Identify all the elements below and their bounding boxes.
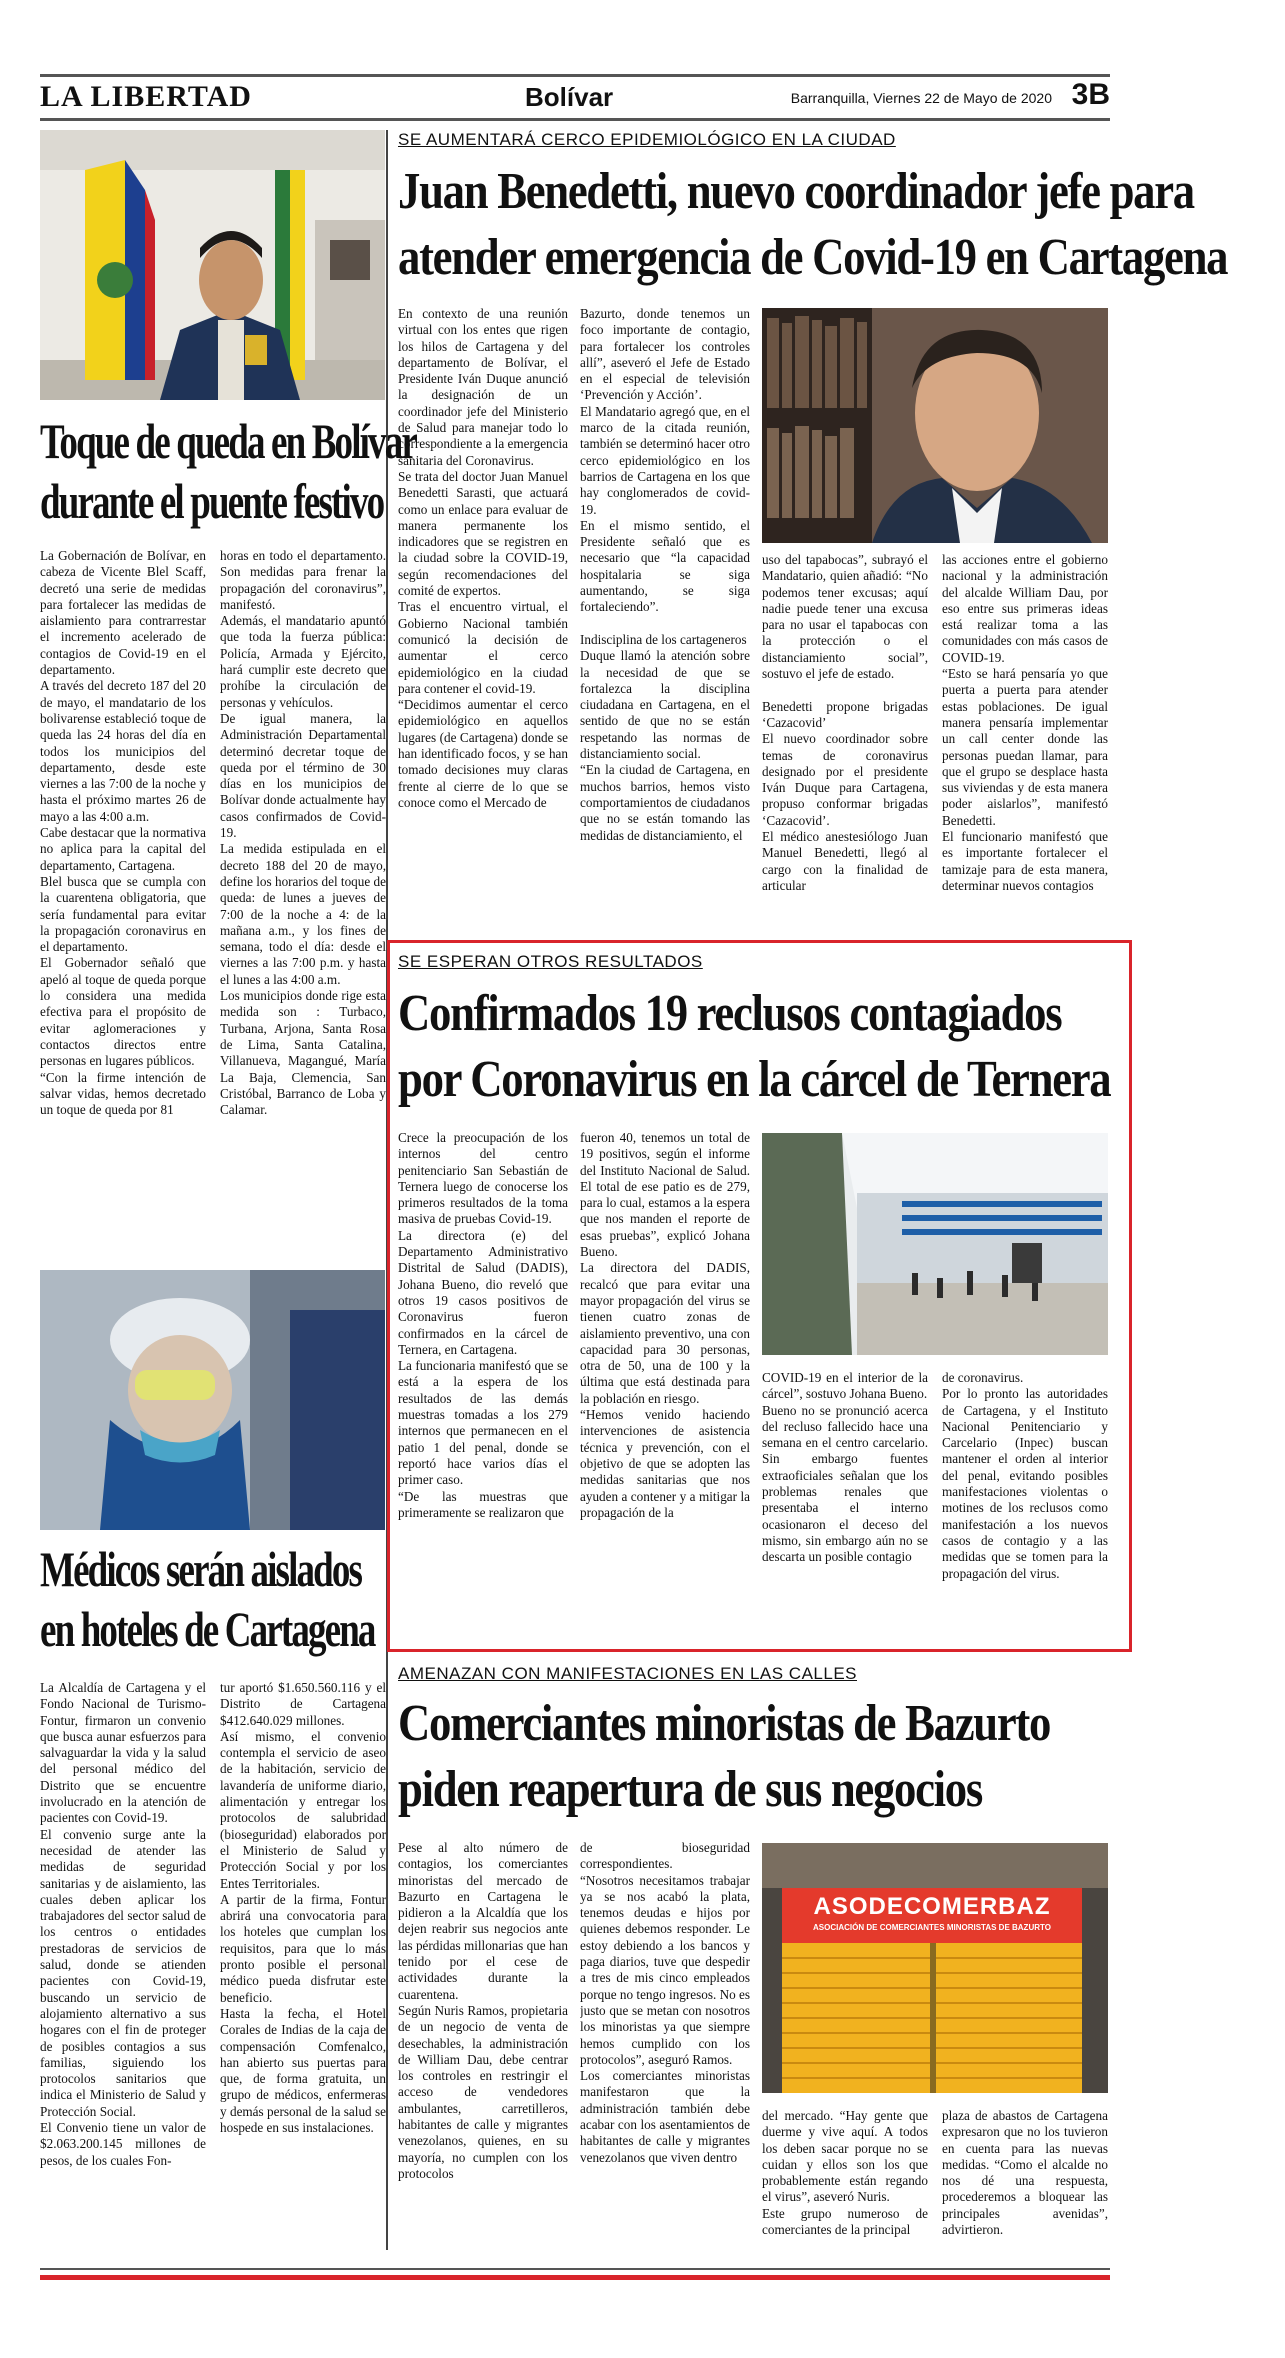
headline-bazurto-line1: Comerciantes minoristas de Bazurto [398, 1695, 1051, 1752]
bazurto-column-1: Pese al alto número de contagios, los comerciantes minoristas del mercado de Bazurto en Cartagena le pidieron a la Alcaldía que los dejen reabrir sus negocios ante las pérdidas millonarias que han tenido por el cese de actividades durante la cuarentena. Según Nuris Ramos, propietaria de un negocio de venta de desechables, la administración de William Dau, debe centrar los controles en restringir el acceso de vendedores ambulantes, carretilleros, habitantes de calle y migrantes venezolanos, quienes, en su mayoría, no cumplen con los protocolos [398, 1840, 568, 2181]
reclusos-column-4: de coronavirus. Por lo pronto las autoridades de Cartagena, y el Instituto Nacional Penitenciario y Carcelario (Inpec) buscan mantener el orden al interior del penal, evitando posibles manifestaciones violentas o motines de los reclusos como manifestación a los nuevos casos de contagio y a las medidas que se tomen para la propagación del virus. [942, 1370, 1108, 1581]
page-number: 3B [1071, 78, 1110, 111]
governor-with-flags-illustration [40, 130, 385, 400]
headline-medicos-line1: Médicos serán aislados [40, 1541, 362, 1597]
dateline: Barranquilla, Viernes 22 de Mayo de 2020 [790, 90, 1052, 106]
bolivar-column-2: horas en todo el departamento. Son medidas para frenar la propagación del coronavirus”, manifestó. Además, el mandatario apuntó que toda la fuerza pública: Policía, Armada y Ejército, hará cumplir este decreto que prohíbe la circulación de personas y vehículos. De igual manera, la Administración Departamental determinó decretar toque de queda por el término de 30 días en los municipios de Bolívar donde actualmente hay casos confirmados de Covid-19. La medida estipulada en el decreto 188 del 20 de mayo, define los horarios del toque de queda: de lunes a jueves de 7:00 de la noche a 4: de la mañana a.m., y los fines de semana, todo el día: desde el viernes a las 7:00 p.m. y hasta el lunes a las 4:00 a.m. Los municipios donde rige esta medida son : Turbaco, Turbana, Arjona, Santa Rosa de Lima, Santa Catalina, Villanueva, Magangué, María La Baja, Clemencia, San Cristóbal, Barranco de Loba y Calamar. [220, 548, 386, 1118]
reclusos-column-2: fueron 40, tenemos un total de 19 positivos, según el informe del Instituto Nacional de Salud. El total de ese patio es de 279, para lo cual, estamos a la espera que nos manden el reporte de esas pruebas”, explicó Johana Bueno. La directora del DADIS, recalcó que para evitar una mayor propagación del virus se tienen cuatro zonas de aislamiento preventivo, una con capacidad para 30 personas, otra de 50, una de 100 y la última que está destinada para la población en riesgo. “Hemos venido haciendo intervenciones de asistencia técnica y prevención, con el objetivo de que se adopten las medidas sanitarias que nos ayuden a contener y a mitigar la propagación de la [580, 1130, 750, 1520]
headline-bazurto-line2: piden reapertura de sus negocios [398, 1761, 982, 1818]
masthead [40, 78, 1110, 114]
governor-photo [40, 130, 385, 400]
benedetti-column-4: las acciones entre el gobierno nacional y la administración del alcalde William Dau, por eso entre sus primeras ideas está realizar toma a las comunidades con más casos de COVID-19. “Esto se hará pensaría yo que puerta a puerta para atender estas poblaciones. De igual manera pensaría implementar un call center donde las personas puedan llamar, para que el grupo se desplace hasta sus viviendas y de esta manera poder aislarlos”, manifestó Benedetti. El funcionario manifestó que es importante fortalecer el tamizaje para de esta manera, determinar nuevos contagios [942, 552, 1108, 893]
benedetti-photo [762, 308, 1108, 543]
juan-benedetti-portrait [762, 308, 1108, 543]
reclusos-column-3: COVID-19 en el interior de la cárcel”, sostuvo Johana Bueno. Bueno no se pronunció acerca del recluso fallecido hace una semana en el centro carcelario. Sin embargo fuentes extraoficiales señalan que los problemas renales que presentaba el interno ocasionaron el deceso del mismo, sin embargo aún no se descarta un posible contagio [762, 1370, 928, 1565]
kicker-reclusos: SE ESPERAN OTROS RESULTADOS [398, 952, 703, 971]
benedetti-column-3: uso del tapabocas”, subrayó el Mandatario, quien añadió: “No podemos tener excusas; aquí nadie puede tener una excusa para no usar el tapabocas con la protección o el distanciamiento social”, sostuvo el jefe de estado. Benedetti propone brigadas ‘Cazacovid’ El nuevo coordinador sobre temas de coronavirus designado por el presidente Iván Duque para Cartagena, propuso conformar brigadas ‘Cazacovid’. El médico anestesiólogo Juan Manuel Benedetti, llegó al cargo con la finalidad de articular [762, 552, 928, 893]
closed-shop-shutters-illustration [762, 1843, 1108, 2093]
benedetti-column-1: En contexto de una reunión virtual con los entes que rigen los hilos de Cartagena y del departamento de Bolívar, el Presidente Iván Duque anunció la designación de un coordinador jefe del Ministerio de Salud para manejar todo lo correspondiente a la emergencia sanitaria del Coronavirus. Se trata del doctor Juan Manuel Benedetti Sarasti, que actuará como un enlace para evaluar de manera permanente los indicadores que se registren en la ciudad sobre la COVID-19, según recomendaciones del comité de expertos. Tras el encuentro virtual, el Gobierno Nacional también comunicó la decisión de aumentar el cerco epidemiológico en la ciudad para contener el covid-19. “Decidimos aumentar el cerco epidemiológico en aquellos lugares (de Cartagena) donde se han identificado focos, y se han tomado decisiones muy claras frente al cierre de lo que se conoce como el Mercado de [398, 306, 568, 810]
bottom-rule [40, 2268, 1110, 2270]
headline-medicos-line2: en hoteles de Cartagena [40, 1601, 375, 1657]
kicker-benedetti: SE AUMENTARÁ CERCO EPIDEMIOLÓGICO EN LA CIUDAD [398, 130, 896, 149]
headline-benedetti-line2: atender emergencia de Covid-19 en Cartagena [398, 229, 1228, 286]
benedetti-column-2: Bazurto, donde tenemos un foco importante de contagio, para fortalecer los controles allí”, aseveró el Jefe de Estado en el especial de televisión ‘Prevención y Acción’. El Mandatario agregó que, en el marco de la citada reunión, también se determinó hacer otro cerco epidemiológico en los barrios de Cartagena en los que hay conglomerados de covid-19. En el mismo sentido, el Presidente señaló que es necesario que “la capacidad hospitalaria se siga aumentando, se siga fortaleciendo”. Indisciplina de los cartageneros Duque llamó la atención sobre la necesidad de que se fortalezca la disciplina ciudadana en Cartagena, en el sentido de que no se están respetando las normas de distanciamiento social. “En la ciudad de Cartagena, en muchos barrios, hemos visto comportamientos de ciudadanos que no se están tomando las medidas de distanciamiento, el [580, 306, 750, 843]
medicos-photo [40, 1270, 385, 1530]
medicos-column-2: tur aportó $1.650.560.116 y el Distrito de Cartagena $412.640.029 millones. Así mismo, el convenio contempla el servicio de aseo de la habitación, servicio de lavandería de uniforme diario, alimentación y entregar los protocolos de salubridad (bioseguridad) elaborados por el Ministerio de Salud y Protección Social y por los Entes Territoriales. A partir de la firma, Fontur abrirá una convocatoria para los hoteles que cumplan los requisitos, para que lo más pronto posible el personal médico pueda disfrutar este beneficio. Hasta la fecha, el Hotel Corales de Indias de la caja de compensación Comfenalco, han abierto sus puertas para que, de forma gratuita, un grupo de médicos, enfermeras y demás personal de la salud se hospede en sus instalaciones. [220, 1680, 386, 2136]
reclusos-column-1: Crece la preocupación de los internos del centro penitenciario San Sebastián de Ternera luego de conocerse los primeros resultados de la toma masiva de pruebas Covid-19. La directora (e) del Departamento Administrativo Distrital de Salud (DADIS), Johana Bueno, dio reveló que otros 19 casos positivos de Coronavirus fueron confirmados en la cárcel de Ternera, en Cartagena. La funcionaria manifestó que se está a la espera de los resultados de las demás muestras tomadas a los 279 internos que permanecen en el patio 1 del penal, donde se reportó hace varios días el primer caso. “De las muestras que primeramente se realizaron que [398, 1130, 568, 1520]
masthead-bottom-rule [40, 118, 1110, 121]
headline-benedetti-line1: Juan Benedetti, nuevo coordinador jefe para [398, 163, 1194, 220]
headline-bolivar-line1: Toque de queda en Bolívar [40, 413, 416, 469]
shop-sign-title: ASODECOMERBAZ [813, 1893, 1051, 1920]
publication-name: LA LIBERTAD [40, 80, 252, 113]
bazurto-column-4: plaza de abastos de Cartagena expresaron que no los tuvieron en cuenta para las nuevas medidas. “Como el alcalde no nos dé una respuesta, procederemos a bloquear las principales avenidas”, advirtieron. [942, 2108, 1108, 2238]
kicker-bazurto: AMENAZAN CON MANIFESTACIONES EN LAS CALLES [398, 1664, 857, 1683]
headline-reclusos-line1: Confirmados 19 reclusos contagiados [398, 985, 1062, 1042]
bottom-red-rule [40, 2275, 1110, 2280]
reclusos-photo [762, 1133, 1108, 1355]
bazurto-column-2: de bioseguridad correspondientes. “Nosotros necesitamos trabajar ya se nos acabó la plata, tenemos deudas e hijos por quienes debemos responder. Le estoy debiendo a los bancos y paga diarios, tuve que despedir a tres de mis cinco empleados porque no tengo ingresos. No es justo que se metan con nosotros los minoristas ya que siempre hemos cumplido con los protocolos”, aseguró Ramos. Los comerciantes minoristas manifestaron que la administración también debe acabar con los asentamientos de habitantes de calle y migrantes venezolanos que viven dentro [580, 1840, 750, 2165]
section-name: Bolívar [525, 82, 614, 112]
shop-sign-subtitle: ASOCIACIÓN DE COMERCIANTES MINORISTAS DE BAZURTO [813, 1923, 1051, 1932]
bolivar-column-1: La Gobernación de Bolívar, en cabeza de Vicente Blel Scaff, decretó una serie de medidas para fortalecer las medidas de aislamiento para contrarrestar el incremento acelerado de contagios de Covid-19 en el departamento. A través del decreto 187 del 20 de mayo, el mandatario de los bolivarense estableció toque de queda las 24 horas del día en todos los municipios del departamento, desde este viernes a las 7:00 de la noche y hasta el próximo martes 26 de mayo a las 4:00 a.m. Cabe destacar que la normativa no aplica para la capital del departamento, Cartagena. Blel busca que se cumpla con la cuarentena obligatoria, que sería fundamental para evitar la propagación coronavirus en el departamento. El Gobernador señaló que apeló al toque de queda porque lo considera una medida efectiva para el propósito de evitar aglomeraciones y contactos directos entre personas en lugares públicos. “Con la firme intención de salvar vidas, hemos decretado un toque de queda por 81 [40, 548, 206, 1118]
prison-courtyard-illustration [762, 1133, 1108, 1355]
headline-reclusos-line2: por Coronavirus en la cárcel de Ternera [398, 1051, 1111, 1108]
medicos-column-1: La Alcaldía de Cartagena y el Fondo Nacional de Turismo-Fontur, firmaron un convenio que busca aunar esfuerzos para salvaguardar la vida y la salud del personal médico del Distrito que se encuentre involucrado en la atención de pacientes con Covid-19. El convenio surge ante la necesidad de atender las medidas de seguridad sanitarias y de aislamiento, las cuales deben aplicar los trabajadores del sector salud de los centros o entidades prestadoras de servicios de salud, donde se atienden pacientes con Covid-19, buscando un servicio de alojamiento alternativo a sus hogares con el fin de proteger de posibles contagios a sus familias, siguiendo los protocolos sanitarios que indica el Ministerio de Salud y Protección Social. El Convenio tiene un valor de $2.063.200.145 millones de pesos, de los cuales Fon- [40, 1680, 206, 2168]
top-rule [40, 74, 1110, 77]
bazurto-column-3: del mercado. “Hay gente que duerme y vive aquí. A todos los deben sacar porque no se cuidan y ellos son los que probablemente están regando el virus”, aseveró Nuris. Este grupo numeroso de comerciantes de la principal [762, 2108, 928, 2238]
bazurto-photo [762, 1843, 1108, 2093]
health-worker-illustration [40, 1270, 385, 1530]
headline-bolivar-line2: durante el puente festivo [40, 473, 384, 529]
